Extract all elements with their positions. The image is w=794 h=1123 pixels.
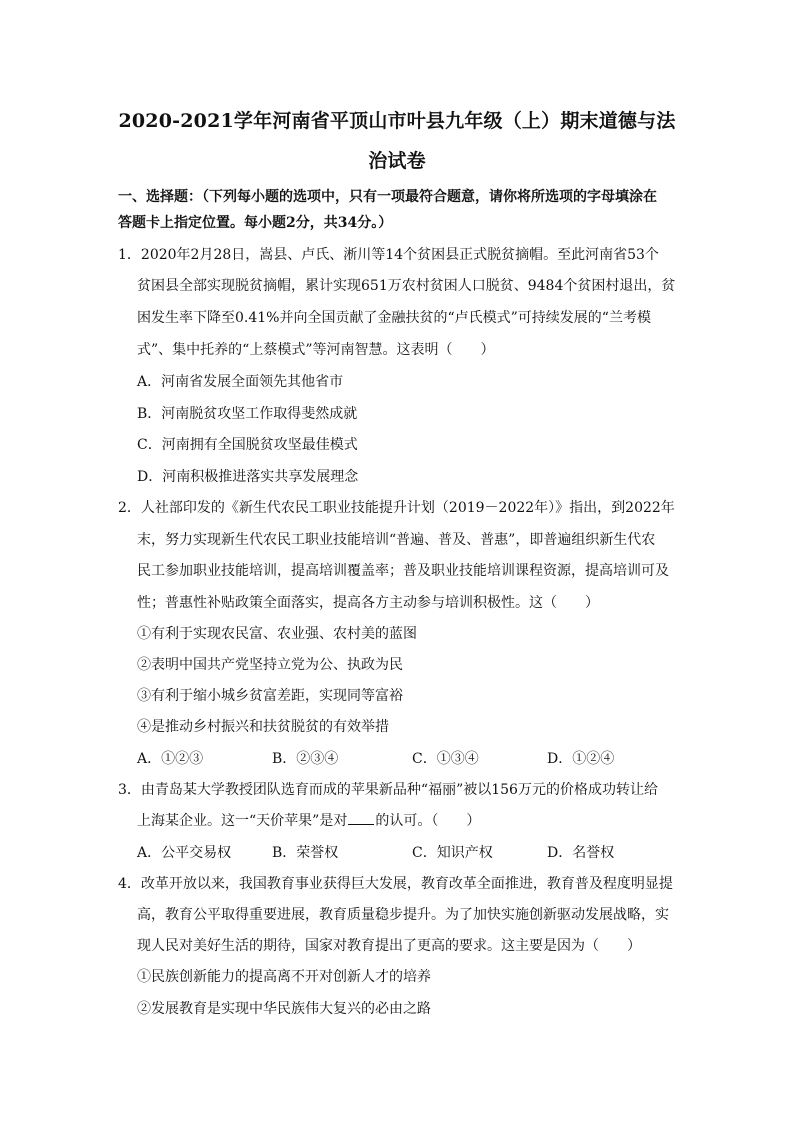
q2-option-b: B．②③④ — [272, 751, 339, 767]
q3-option-c: C．知识产权 — [412, 845, 493, 861]
q2-statement-3: ③有利于缩小城乡贫富差距，实现同等富裕 — [137, 688, 403, 704]
q1-stem-line-1: 1．2020年2月28日，嵩县、卢氏、淅川等14个贫困县正式脱贫摘帽。至此河南省53个 — [118, 247, 659, 263]
q4-statement-1: ①民族创新能力的提高离不开对创新人才的培养 — [137, 969, 431, 985]
section-heading-line-1: 一、选择题：（下列每小题的选项中，只有一项最符合题意，请你将所选项的字母填涂在 — [118, 189, 657, 205]
q2-stem-line-1: 2．人社部印发的《新生代农民工职业技能提升计划（2019－2022年）》指出，到2022年 — [118, 500, 675, 516]
q3-option-a: A．公平交易权 — [137, 845, 232, 861]
q2-statement-2: ②表明中国共产党坚持立党为公、执政为民 — [137, 657, 403, 673]
q1-stem-line-4: 式”、集中托养的“上蔡模式”等河南智慧。这表明（ ） — [137, 342, 495, 358]
q2-statement-4: ④是推动乡村振兴和扶贫脱贫的有效举措 — [137, 719, 389, 735]
q1-stem-line-2: 贫困县全部实现脱贫摘帽，累计实现651万农村贫困人口脱贫、9484个贫困村退出，贫 — [137, 278, 676, 294]
q3-option-d: D．名誉权 — [547, 845, 615, 861]
q3-stem-line-2-start: 上海某企业。这一“天价苹果”是对 — [137, 813, 348, 829]
q3-stem-line-2 — [137, 811, 480, 831]
q3-answer-blank — [348, 812, 374, 825]
q1-option-d: D．河南积极推进落实共享发展理念 — [137, 469, 359, 485]
q3-option-b: B．荣誉权 — [272, 845, 339, 861]
q2-stem-line-2: 末，努力实现新生代农民工职业技能培训“普遍、普及、普惠”，即普遍组织新生代农 — [137, 532, 656, 548]
q2-stem-line-4: 性；普惠性补贴政策全面落实，提高各方主动参与培训积极性。这（ ） — [137, 595, 599, 611]
q1-option-a: A．河南省发展全面领先其他省市 — [137, 374, 344, 390]
q1-stem-line-3: 困发生率下降至0.41%并向全国贡献了金融扶贫的“卢氏模式”可持续发展的“兰考模 — [137, 310, 651, 326]
q4-statement-2: ②发展教育是实现中华民族伟大复兴的必由之路 — [137, 1001, 431, 1017]
q4-stem-line-3: 现人民对美好生活的期待，国家对教育提出了更高的要求。这主要是因为（ ） — [137, 938, 641, 954]
q3-stem-line-2-end: 的认可。（ ） — [375, 813, 481, 829]
q2-statement-1: ①有利于实现农民富、农业强、农村美的蓝图 — [137, 626, 417, 642]
q2-option-a: A．①②③ — [137, 751, 204, 767]
q1-option-c: C．河南拥有全国脱贫攻坚最佳模式 — [137, 437, 358, 453]
q2-stem-line-3: 民工参加职业技能培训，提高培训覆盖率；普及职业技能培训课程资源，提高培训可及 — [137, 563, 669, 579]
section-heading-line-2: 答题卡上指定位置。每小题2分，共34分。） — [118, 215, 393, 231]
q3-stem-line-1: 3．由青岛某大学教授团队选育而成的苹果新品种“福丽”被以156万元的价格成功转让给 — [118, 782, 658, 798]
page-title-line-2: 治试卷 — [368, 150, 426, 172]
q4-stem-line-1: 4．改革开放以来，我国教育事业获得巨大发展，教育改革全面推进，教育普及程度明显提 — [118, 876, 673, 892]
page-title-line-1: 2020-2021学年河南省平顶山市叶县九年级（上）期末道德与法 — [118, 110, 676, 132]
q2-option-d: D．①②④ — [547, 751, 615, 767]
q2-option-c: C．①③④ — [412, 751, 479, 767]
q4-stem-line-2: 高，教育公平取得重要进展，教育质量稳步提升。为了加快实施创新驱动发展战略，实 — [137, 907, 669, 923]
q1-option-b: B．河南脱贫攻坚工作取得斐然成就 — [137, 406, 358, 422]
